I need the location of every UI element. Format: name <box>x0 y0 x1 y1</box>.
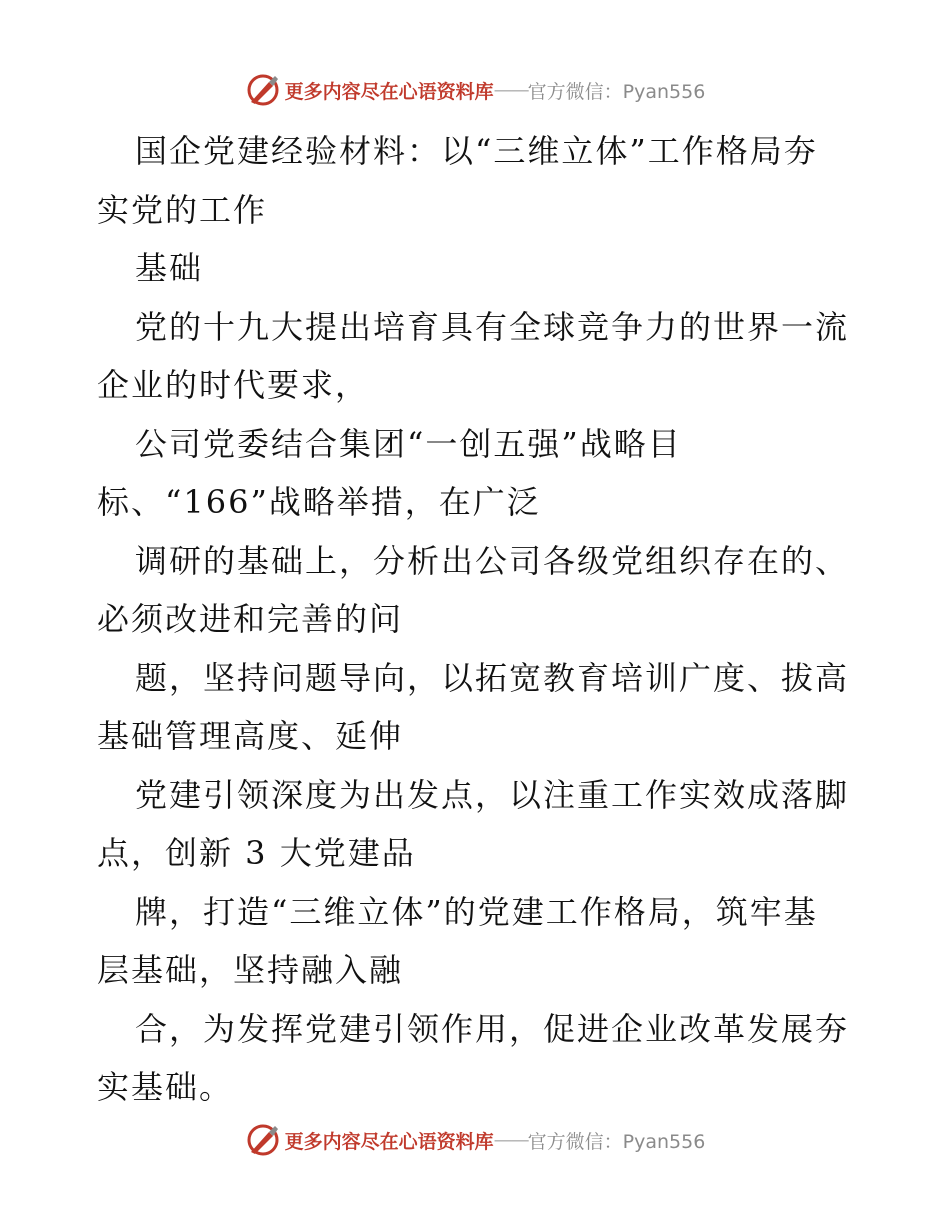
pen-logo-icon <box>245 72 281 108</box>
paragraph-line: 党的十九大提出培育具有全球竞争力的世界一流 <box>135 307 850 346</box>
paragraph-line: 企业的时代要求， <box>97 366 370 404</box>
footer-wechat-text: 官方微信：Pyan556 <box>527 1130 706 1153</box>
paragraph-line: 公司党委结合集团“一创五强”战略目 <box>135 424 682 463</box>
header-separator: —— <box>493 79 528 101</box>
paragraph-line: 基础管理高度、延伸 <box>97 717 404 755</box>
paragraph-line: 实党的工作 <box>97 190 268 229</box>
header-banner <box>0 70 950 110</box>
paragraph-line: 基础 <box>135 249 204 287</box>
header-brand-text: 更多内容尽在心语资料库 <box>284 80 494 103</box>
document-body <box>97 122 857 1117</box>
paragraph-line: 实基础。 <box>97 1068 234 1106</box>
paragraph-line: 调研的基础上，分析出公司各级党组织存在的、 <box>135 541 850 580</box>
paragraph-line: 国企党建经验材料：以“三维立体”工作格局夯 <box>135 132 818 170</box>
paragraph-line: 层基础，坚持融入融 <box>97 951 404 989</box>
footer-banner <box>0 1120 950 1160</box>
paragraph-line: 点，创新 3 大党建品 <box>97 834 416 872</box>
header-wechat-text: 官方微信：Pyan556 <box>527 80 706 103</box>
footer-separator: —— <box>493 1129 528 1151</box>
paragraph-line: 题，坚持问题导向，以拓宽教育培训广度、拔高 <box>135 658 850 697</box>
footer-brand-text: 更多内容尽在心语资料库 <box>284 1130 494 1153</box>
paragraph-line: 标、“166”战略举措，在广泛 <box>97 483 541 521</box>
paragraph-line: 合，为发挥党建引领作用，促进企业改革发展夯 <box>135 1009 850 1048</box>
paragraph-line: 必须改进和完善的问 <box>97 600 404 638</box>
paragraph-line: 牌，打造“三维立体”的党建工作格局，筑牢基 <box>135 892 818 931</box>
pen-logo-icon <box>245 1122 281 1158</box>
paragraph-line: 党建引领深度为出发点，以注重工作实效成落脚 <box>135 775 850 814</box>
